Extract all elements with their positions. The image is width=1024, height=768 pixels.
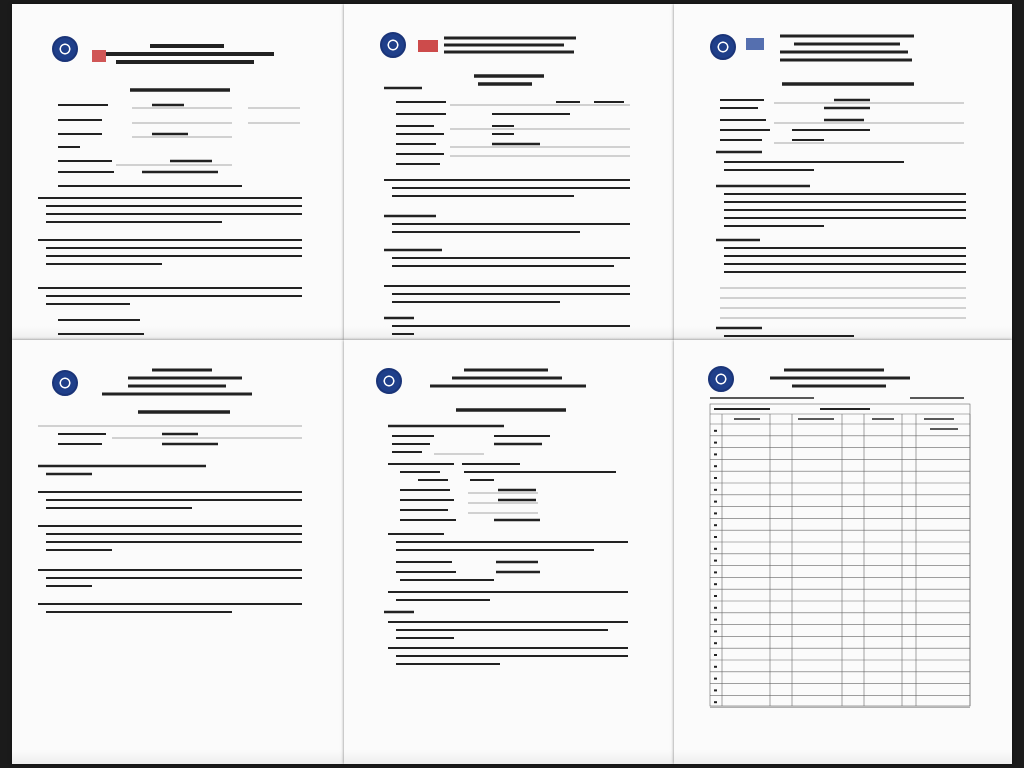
page-4-text-lines <box>12 340 344 764</box>
page-2-text-lines <box>344 4 674 340</box>
document-page-2 <box>344 4 674 340</box>
page-6-table <box>674 340 1012 764</box>
table-rows <box>710 431 970 707</box>
document-page-5 <box>344 340 674 764</box>
page-5-text-lines <box>344 340 674 764</box>
data-table-grid <box>710 404 970 706</box>
page-1-text-lines <box>12 4 344 340</box>
document-page-4 <box>12 340 344 764</box>
page-3-text-lines <box>674 4 1012 340</box>
document-page-3 <box>674 4 1012 340</box>
document-page-6 <box>674 340 1012 764</box>
document-page-1 <box>12 4 344 340</box>
